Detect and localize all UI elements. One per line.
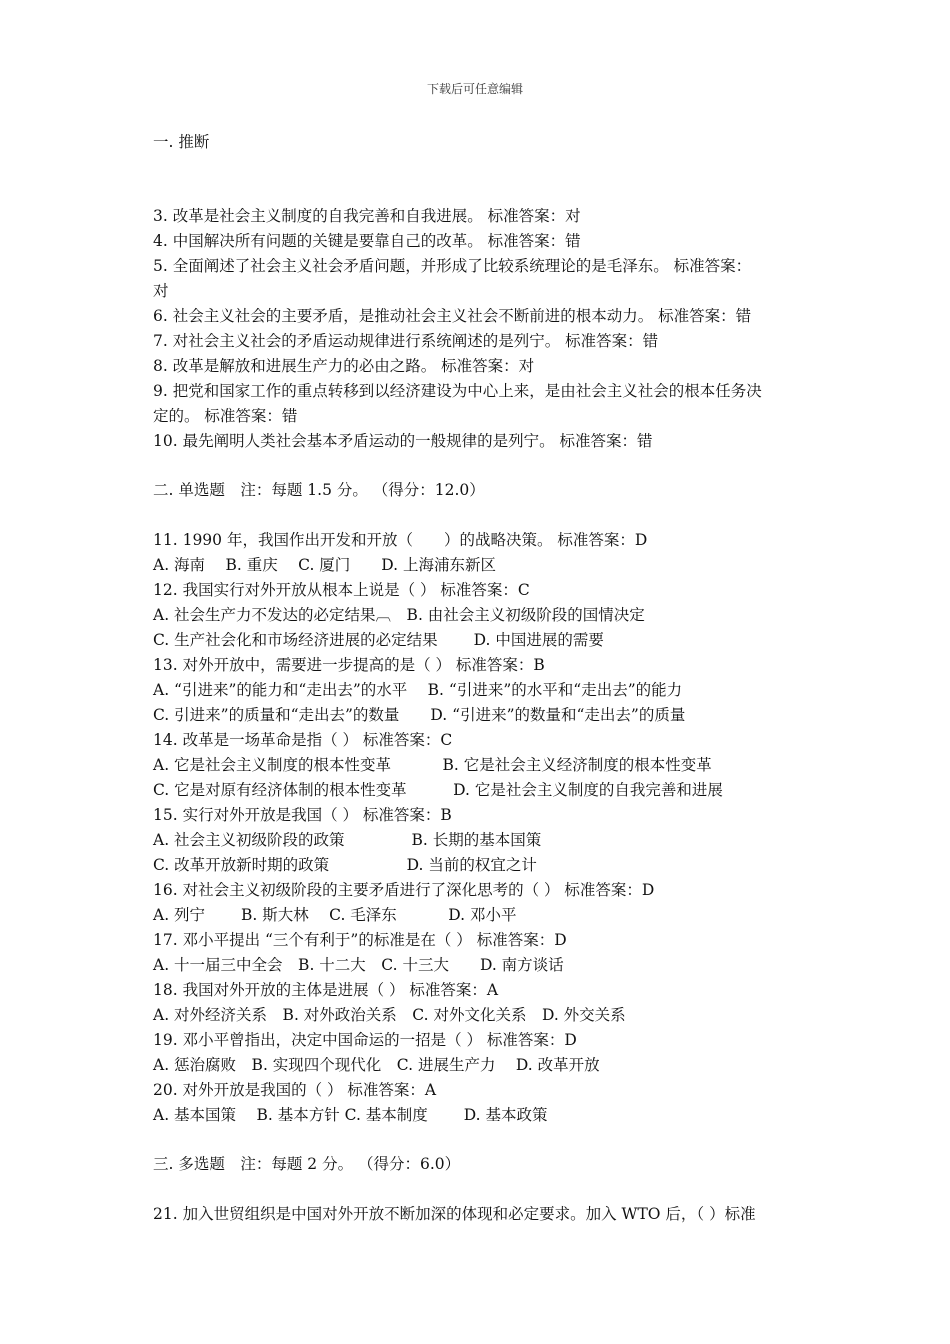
question-6: 6. 社会主义社会的主要矛盾，是推动社会主义社会不断前进的根本动力。 标准答案：错 <box>153 307 752 325</box>
question-4: 4. 中国解决所有问题的关键是要靠自己的改革。 标准答案：错 <box>153 232 581 250</box>
question-16: 16. 对社会主义初级阶段的主要矛盾进行了深化思考的（ ） 标准答案：D <box>153 881 655 899</box>
question-20: 20. 对外开放是我国的（ ） 标准答案：A <box>153 1081 437 1099</box>
question-15: 15. 实行对外开放是我国（ ） 标准答案：B <box>153 806 452 824</box>
section-title-multi-choice: 三. 多选题 注：每题 2 分。 （得分：6.0） <box>153 1155 461 1173</box>
question-19-options: A. 惩治腐败 B. 实现四个现代化 C. 进展生产力 D. 改革开放 <box>153 1056 600 1074</box>
question-21: 21. 加入世贸组织是中国对外开放不断加深的体现和必定要求。加入 WTO 后，（ ）标准 <box>153 1205 756 1223</box>
question-16-options: A. 列宁 B. 斯大林 C. 毛泽东 D. 邓小平 <box>153 906 517 924</box>
question-11: 11. 1990 年，我国作出开发和开放（ ）的战略决策。 标准答案：D <box>153 531 648 549</box>
question-9-cont: 定的。 标准答案：错 <box>153 407 298 425</box>
question-5-cont: 对 <box>153 282 169 300</box>
question-13: 13. 对外开放中，需要进一步提高的是（ ） 标准答案：B <box>153 656 545 674</box>
page-header: 下载后可任意编辑 <box>426 82 523 96</box>
question-10: 10. 最先阐明人类社会基本矛盾运动的一般规律的是列宁。 标准答案：错 <box>153 432 653 450</box>
question-15-options-cd: C. 改革开放新时期的政策 D. 当前的权宜之计 <box>153 856 537 874</box>
question-7: 7. 对社会主义社会的矛盾运动规律进行系统阐述的是列宁。 标准答案：错 <box>153 332 659 350</box>
question-12: 12. 我国实行对外开放从根本上说是（ ） 标准答案：C <box>153 581 530 599</box>
question-12-options-cd: C. 生产社会化和市场经济进展的必定结果 D. 中国进展的需要 <box>153 631 604 649</box>
question-20-options: A. 基本国策 B. 基本方针 C. 基本制度 D. 基本政策 <box>153 1106 548 1124</box>
question-17: 17. 邓小平提出 “三个有利于”的标准是在（ ） 标准答案：D <box>153 931 567 949</box>
question-18: 18. 我国对外开放的主体是进展（ ） 标准答案：A <box>153 981 499 999</box>
section-title-single-choice: 二. 单选题 注：每题 1.5 分。 （得分：12.0） <box>153 481 485 499</box>
question-13-options-cd: C. 引进来”的质量和“走出去”的数量 D. “引进来”的数量和“走出去”的质量 <box>153 706 686 724</box>
question-14-options-ab: A. 它是社会主义制度的根本性变革 B. 它是社会主义经济制度的根本性变革 <box>153 756 712 774</box>
question-17-options: A. 十一届三中全会 B. 十二大 C. 十三大 D. 南方谈话 <box>153 956 564 974</box>
question-18-options: A. 对外经济关系 B. 对外政治关系 C. 对外文化关系 D. 外交关系 <box>153 1006 626 1024</box>
question-14-options-cd: C. 它是对原有经济体制的根本性变革 D. 它是社会主义制度的自我完善和进展 <box>153 781 723 799</box>
question-9: 9. 把党和国家工作的重点转移到以经济建设为中心上来，是由社会主义社会的根本任务决 <box>153 382 762 400</box>
question-8: 8. 改革是解放和进展生产力的必由之路。 标准答案：对 <box>153 357 535 375</box>
question-12-options-ab: A. 社会生产力不发达的必定结果︹ B. 由社会主义初级阶段的国情决定 <box>153 606 645 624</box>
question-19: 19. 邓小平曾指出，决定中国命运的一招是（ ） 标准答案：D <box>153 1031 577 1049</box>
question-14: 14. 改革是一场革命是指（ ） 标准答案：C <box>153 731 453 749</box>
question-15-options-ab: A. 社会主义初级阶段的政策 B. 长期的基本国策 <box>153 831 542 849</box>
question-11-options: A. 海南 B. 重庆 C. 厦门 D. 上海浦东新区 <box>153 556 497 574</box>
question-13-options-ab: A. “引进来”的能力和“走出去”的水平 B. “引进来”的水平和“走出去”的能力 <box>153 681 683 699</box>
question-5: 5. 全面阐述了社会主义社会矛盾问题，并形成了比较系统理论的是毛泽东。 标准答案： <box>153 257 752 275</box>
section-title-judgment: 一. 推断 <box>153 133 210 151</box>
question-3: 3. 改革是社会主义制度的自我完善和自我进展。 标准答案：对 <box>153 207 581 225</box>
